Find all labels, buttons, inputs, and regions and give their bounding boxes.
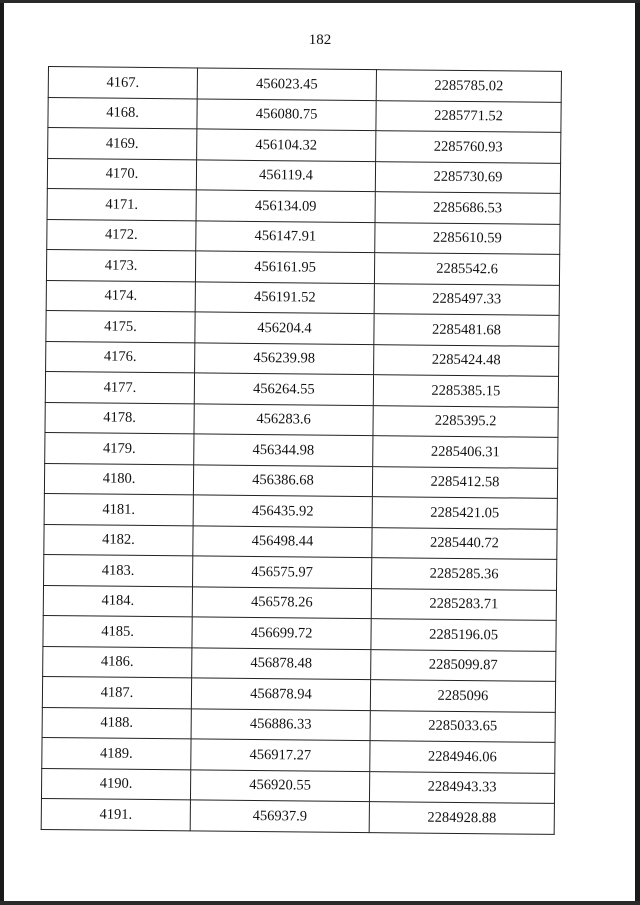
y-coordinate-cell: 2285542.6 — [374, 253, 559, 285]
x-coordinate-cell: 456023.45 — [197, 68, 376, 100]
y-coordinate-cell: 2285283.71 — [371, 588, 556, 620]
point-number-cell: 4191. — [41, 798, 190, 830]
point-number-cell: 4187. — [42, 676, 191, 708]
x-coordinate-cell: 456239.98 — [195, 342, 374, 374]
point-number-cell: 4186. — [43, 646, 192, 678]
y-coordinate-cell: 2285440.72 — [372, 527, 557, 559]
table-row — [47, 188, 560, 223]
page-number: 182 — [308, 32, 332, 48]
y-coordinate-cell: 2285395.2 — [373, 405, 558, 437]
y-coordinate-cell: 2285406.31 — [373, 436, 558, 468]
point-number-cell: 4177. — [45, 371, 194, 403]
y-coordinate-cell: 2285481.68 — [374, 314, 559, 346]
y-coordinate-cell: 2285285.36 — [372, 558, 557, 590]
y-coordinate-cell: 2285196.05 — [371, 619, 556, 651]
table-row — [48, 128, 561, 163]
table-row — [46, 341, 559, 376]
table-row — [46, 280, 559, 315]
table-row — [46, 249, 559, 284]
y-coordinate-cell: 2285686.53 — [375, 192, 560, 224]
table-row — [45, 432, 558, 467]
table-row — [44, 524, 557, 559]
x-coordinate-cell: 456435.92 — [193, 495, 372, 527]
point-number-cell: 4174. — [46, 280, 195, 312]
x-coordinate-cell: 456344.98 — [194, 434, 373, 466]
y-coordinate-cell: 2285096 — [370, 680, 555, 712]
x-coordinate-cell: 456080.75 — [197, 98, 376, 130]
point-number-cell: 4176. — [46, 341, 195, 373]
table-row — [47, 219, 560, 254]
point-number-cell: 4182. — [44, 524, 193, 556]
table-row — [43, 585, 556, 620]
coordinates-table — [41, 66, 562, 834]
y-coordinate-cell: 2284946.06 — [370, 741, 555, 773]
point-number-cell: 4181. — [44, 493, 193, 525]
scan-edge-bottom — [0, 901, 640, 905]
table-row — [48, 67, 561, 102]
table-row — [43, 646, 556, 681]
scan-edge-right — [635, 0, 640, 905]
y-coordinate-cell: 2285033.65 — [370, 710, 555, 742]
table-row — [43, 615, 556, 650]
point-number-cell: 4190. — [41, 768, 190, 800]
point-number-cell: 4178. — [45, 402, 194, 434]
y-coordinate-cell: 2285497.33 — [374, 283, 559, 315]
x-coordinate-cell: 456878.94 — [191, 678, 370, 710]
x-coordinate-cell: 456283.6 — [194, 403, 373, 435]
x-coordinate-cell: 456134.09 — [196, 190, 375, 222]
y-coordinate-cell: 2285760.93 — [376, 131, 561, 163]
y-coordinate-cell: 2285771.52 — [376, 100, 561, 132]
table-row — [44, 463, 557, 498]
point-number-cell: 4184. — [43, 585, 192, 617]
table-row — [41, 768, 554, 803]
x-coordinate-cell: 456191.52 — [195, 281, 374, 313]
point-number-cell: 4173. — [46, 249, 195, 281]
x-coordinate-cell: 456161.95 — [195, 251, 374, 283]
x-coordinate-cell: 456878.48 — [192, 647, 371, 679]
table-row — [42, 707, 555, 742]
table-row — [41, 798, 554, 833]
x-coordinate-cell: 456264.55 — [194, 373, 373, 405]
scan-edge-left — [0, 0, 4, 905]
x-coordinate-cell: 456104.32 — [197, 129, 376, 161]
y-coordinate-cell: 2285385.15 — [373, 375, 558, 407]
table-row — [48, 97, 561, 132]
y-coordinate-cell: 2284943.33 — [369, 771, 554, 803]
y-coordinate-cell: 2285424.48 — [374, 344, 559, 376]
table-row — [44, 554, 557, 589]
y-coordinate-cell: 2285099.87 — [371, 649, 556, 681]
point-number-cell: 4188. — [42, 707, 191, 739]
x-coordinate-cell: 456147.91 — [196, 220, 375, 252]
x-coordinate-cell: 456386.68 — [193, 464, 372, 496]
y-coordinate-cell: 2285730.69 — [375, 161, 560, 193]
x-coordinate-cell: 456204.4 — [195, 312, 374, 344]
y-coordinate-cell: 2285412.58 — [372, 466, 557, 498]
y-coordinate-cell: 2285785.02 — [376, 70, 561, 102]
table-row — [45, 402, 558, 437]
table-row — [42, 676, 555, 711]
point-number-cell: 4172. — [47, 219, 196, 251]
y-coordinate-cell: 2284928.88 — [369, 802, 554, 834]
table-body — [41, 67, 561, 834]
x-coordinate-cell: 456498.44 — [193, 525, 372, 557]
coordinates-table-container — [41, 66, 558, 834]
scan-edge-top — [0, 0, 640, 3]
point-number-cell: 4170. — [47, 158, 196, 190]
point-number-cell: 4189. — [42, 737, 191, 769]
point-number-cell: 4180. — [44, 463, 193, 495]
point-number-cell: 4183. — [44, 554, 193, 586]
x-coordinate-cell: 456920.55 — [190, 769, 369, 801]
point-number-cell: 4167. — [48, 67, 197, 99]
y-coordinate-cell: 2285421.05 — [372, 497, 557, 529]
x-coordinate-cell: 456886.33 — [191, 708, 370, 740]
table-row — [46, 310, 559, 345]
point-number-cell: 4179. — [45, 432, 194, 464]
x-coordinate-cell: 456699.72 — [192, 617, 371, 649]
table-row — [42, 737, 555, 772]
x-coordinate-cell: 456578.26 — [192, 586, 371, 618]
y-coordinate-cell: 2285610.59 — [375, 222, 560, 254]
point-number-cell: 4168. — [48, 97, 197, 129]
table-row — [45, 371, 558, 406]
x-coordinate-cell: 456917.27 — [191, 739, 370, 771]
table-row — [47, 158, 560, 193]
point-number-cell: 4169. — [48, 128, 197, 160]
table-row — [44, 493, 557, 528]
x-coordinate-cell: 456119.4 — [196, 159, 375, 191]
point-number-cell: 4171. — [47, 188, 196, 220]
point-number-cell: 4175. — [46, 310, 195, 342]
x-coordinate-cell: 456575.97 — [193, 556, 372, 588]
x-coordinate-cell: 456937.9 — [190, 800, 369, 832]
point-number-cell: 4185. — [43, 615, 192, 647]
